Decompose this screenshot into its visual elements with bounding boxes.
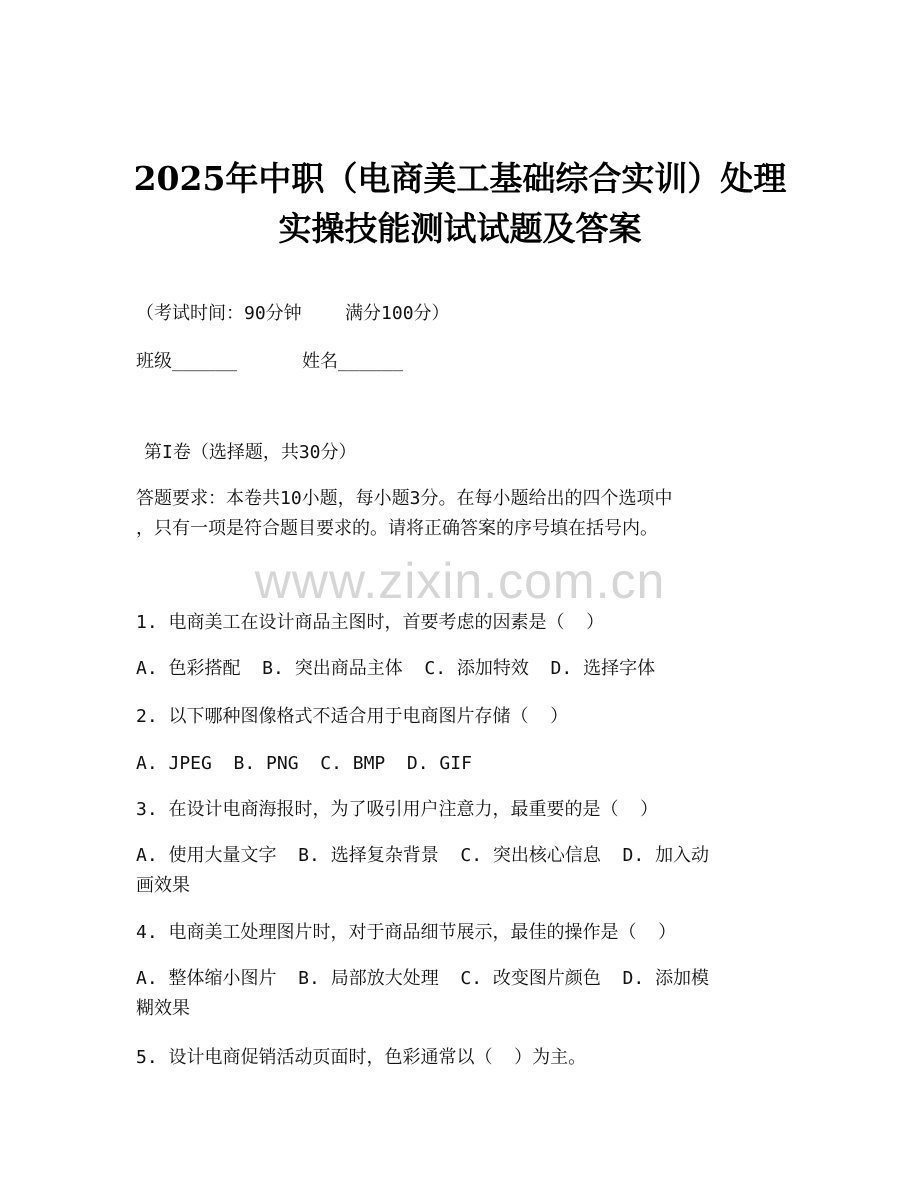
question-1-stem: 1. 电商美工在设计商品主图时，首要考虑的因素是（ ） bbox=[136, 612, 605, 633]
instructions-line-2: ，只有一项是符合题目要求的。请将正确答案的序号填在括号内。 bbox=[136, 518, 658, 539]
watermark: www.zixin.com.cn bbox=[254, 553, 666, 609]
question-4-options-cont: 糊效果 bbox=[136, 998, 190, 1019]
document-title-line-2: 实操技能测试试题及答案 bbox=[278, 209, 642, 248]
question-3-options-cont: 画效果 bbox=[136, 875, 190, 896]
exam-time-info: （考试时间：90分钟 满分100分） bbox=[136, 303, 450, 324]
question-1-options: A. 色彩搭配 B. 突出商品主体 C. 添加特效 D. 选择字体 bbox=[136, 658, 656, 679]
question-2-stem: 2. 以下哪种图像格式不适合用于电商图片存储（ ） bbox=[136, 706, 569, 727]
question-2-options: A. JPEG B. PNG C. BMP D. GIF bbox=[136, 753, 472, 774]
document-title-line-1: 2025年中职（电商美工基础综合实训）处理 bbox=[133, 159, 787, 198]
question-4-stem: 4. 电商美工处理图片时，对于商品细节展示，最佳的操作是（ ） bbox=[136, 922, 677, 943]
question-5-stem: 5. 设计电商促销活动页面时，色彩通常以（ ）为主。 bbox=[136, 1047, 587, 1068]
class-name-fields: 班级______ 姓名______ bbox=[136, 351, 404, 372]
section-heading: 第I卷（选择题，共30分） bbox=[144, 442, 357, 463]
question-3-stem: 3. 在设计电商海报时，为了吸引用户注意力，最重要的是（ ） bbox=[136, 799, 659, 820]
instructions-line-1: 答题要求：本卷共10小题，每小题3分。在每小题给出的四个选项中 bbox=[136, 488, 673, 509]
question-3-options: A. 使用大量文字 B. 选择复杂背景 C. 突出核心信息 D. 加入动 bbox=[136, 845, 710, 866]
question-4-options: A. 整体缩小图片 B. 局部放大处理 C. 改变图片颜色 D. 添加模 bbox=[136, 968, 710, 989]
